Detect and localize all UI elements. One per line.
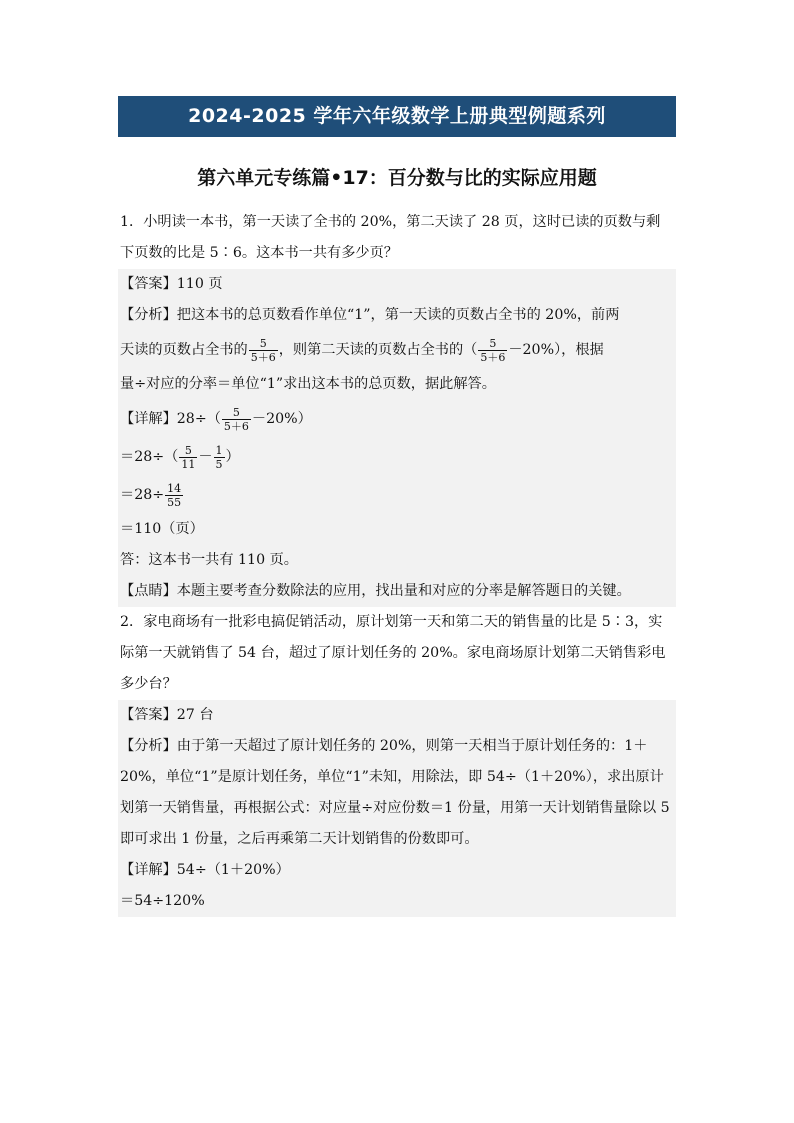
answer-2 (118, 700, 676, 731)
detail-text: ） (225, 449, 240, 465)
denominator: 55 (167, 495, 182, 509)
comment-text: 本题主要考查分数除法的应用，找出量和对应的分率是解答题日的关键。 (176, 583, 631, 599)
solution-1 (118, 269, 676, 607)
numerator: 5 (478, 337, 507, 351)
numerator: 1 (215, 443, 223, 457)
detail-text: － (198, 449, 213, 465)
analysis-1-line-b (118, 331, 676, 369)
series-banner: 2024-2025 学年六年级数学上册典型例题系列 (118, 96, 676, 137)
content (118, 207, 676, 917)
denominator: 5 (215, 457, 223, 471)
detail-label: 【详解】 (120, 411, 177, 427)
answer-label: 【答案】 (120, 276, 177, 292)
denominator: 11 (181, 457, 196, 471)
solution-2 (118, 700, 676, 917)
denominator: 5＋6 (223, 419, 249, 433)
fraction (214, 444, 225, 471)
analysis-text: －20%），根据 (508, 342, 604, 358)
analysis-2 (118, 731, 676, 855)
analysis-text: ，则第二天读的页数占全书的（ (278, 342, 478, 358)
detail-text: 54÷（1＋20%） (176, 862, 290, 878)
page (118, 96, 676, 917)
detail-label: 【详解】 (120, 862, 177, 878)
fraction (165, 482, 183, 509)
analysis-1-line-a (118, 300, 676, 331)
numerator: 14 (167, 481, 182, 495)
detail-1-line-4: ＝110（页） (120, 521, 204, 537)
fraction (478, 337, 507, 364)
answer-1-text: 110 页 (176, 276, 223, 292)
fraction (179, 444, 197, 471)
detail-1-line-3 (118, 476, 676, 514)
answer-label: 【答案】 (120, 707, 177, 723)
answer-2-text: 27 台 (176, 707, 214, 723)
detail-2-line-2: ＝54÷120% (120, 893, 205, 909)
analysis-text: 把这本书的总页数看作单位“1”，第一天读的页数占全书的 20%，前两 (176, 307, 620, 323)
analysis-label: 【分析】 (120, 307, 177, 323)
numerator: 5 (222, 406, 251, 420)
question-2: 2．家电商场有一批彩电搞促销活动，原计划第一天和第二天的销售量的比是 5∶3，实际第一天就销售了 54 台，超过了原计划任务的 20%。家电商场原计划第二天销售彩电多少台？ (120, 614, 666, 692)
detail-2-line-1 (118, 855, 676, 886)
answer-1 (118, 269, 676, 300)
fraction (249, 337, 278, 364)
numerator: 5 (179, 444, 197, 458)
denominator: 5＋6 (480, 350, 506, 364)
analysis-1-line-c: 量÷对应的分率＝单位“1”求出这本书的总页数，据此解答。 (120, 376, 496, 392)
denominator: 5＋6 (250, 350, 276, 364)
page-title: 第六单元专练篇•17：百分数与比的实际应用题 (197, 167, 597, 189)
analysis-text: 天读的页数占全书的 (120, 342, 248, 358)
fraction (222, 406, 251, 433)
detail-text: －20%） (251, 411, 312, 427)
detail-1-line-1 (118, 400, 676, 438)
conclusion-1: 答：这本书一共有 110 页。 (120, 552, 298, 568)
analysis-label: 【分析】 (120, 738, 177, 754)
detail-text: 28÷（ (176, 411, 221, 427)
detail-text: ＝28÷（ (120, 449, 179, 465)
question-1: 1．小明读一本书，第一天读了全书的 20%，第二天读了 28 页，这时已读的页数与剩下页数的比是 5∶6。这本书一共有多少页？ (120, 214, 661, 261)
detail-1-line-2 (118, 438, 676, 476)
numerator: 5 (249, 337, 278, 351)
comment-label: 【点睛】 (120, 583, 177, 599)
detail-text: ＝28÷ (120, 487, 165, 503)
analysis-text: 由于第一天超过了原计划任务的 20%，则第一天相当于原计划任务的：1＋20%，单位“1”是原计划任务，单位“1”未知，用除法，即 54÷（1＋20%），求出原计划第一天销售量，再根据公式：对应量÷对应份数＝1 份量，用第一天计划销售量除以 5 即可求出 1 份量，之后再乘第二天计划销售的份数即可。 (120, 738, 670, 847)
comment-1 (118, 576, 676, 607)
